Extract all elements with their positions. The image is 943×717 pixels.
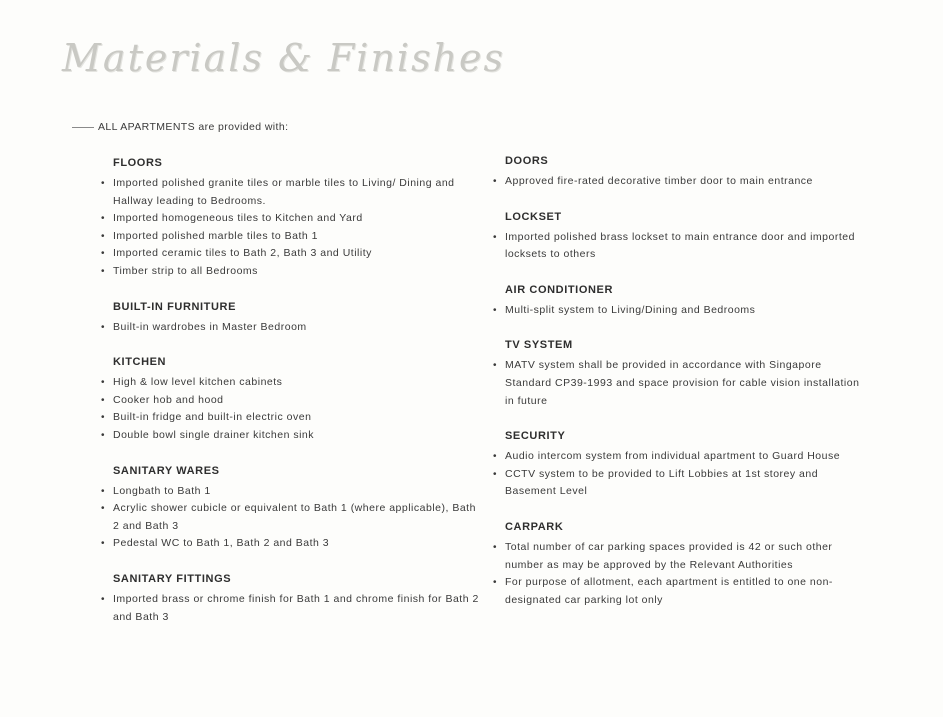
list-item (492, 574, 862, 609)
bullet-icon: • (493, 304, 498, 316)
list-item (100, 409, 480, 427)
list-item-text: Imported brass or chrome finish for Bath 1 and chrome finish for Bath 2 and Bath 3 (113, 592, 479, 623)
bullet-icon: • (101, 178, 106, 189)
section-heading: TV SYSTEM (505, 339, 573, 352)
list-item-text: Longbath to Bath 1 (113, 484, 211, 497)
bullet-icon: • (101, 248, 106, 260)
list-item (100, 319, 480, 337)
bullet-icon: • (493, 451, 498, 463)
list-item-text: Imported ceramic tiles to Bath 2, Bath 3 and Utility (113, 247, 372, 260)
section-heading: SECURITY (505, 430, 566, 443)
bullet-icon: • (493, 176, 498, 187)
section-security (492, 428, 862, 501)
list-item (492, 357, 862, 410)
list-item (100, 228, 480, 246)
list-item-text: For purpose of allotment, each apartment is entitled to one non-designated car parking lot only (505, 576, 833, 606)
list-item (100, 175, 480, 210)
list-item-text: Audio intercom system from individual apartment to Guard House (505, 450, 841, 463)
list-item (492, 539, 862, 574)
section-carpark (492, 519, 862, 609)
list-item (492, 229, 862, 264)
list-item-text: Built-in fridge and built-in electric oven (113, 411, 312, 424)
section-heading: LOCKSET (505, 210, 562, 223)
list-item-text: CCTV system to be provided to Lift Lobbies at 1st storey and Basement Level (505, 467, 819, 498)
bullet-icon: • (101, 485, 106, 497)
section-heading: SANITARY WARES (113, 464, 220, 477)
bullet-icon: • (101, 593, 106, 605)
item-list (492, 173, 862, 191)
bullet-icon: • (493, 541, 498, 553)
list-item-text: Cooker hob and hood (113, 393, 224, 406)
list-item-text: Acrylic shower cubicle or equivalent to Bath 1 (where applicable), Bath 2 and Bath 3 (113, 502, 476, 532)
list-item (492, 448, 862, 466)
list-item (100, 500, 480, 535)
page-title: Materials & Finishes (62, 36, 506, 80)
item-list (492, 302, 862, 320)
list-item (100, 535, 480, 553)
intro-line (72, 121, 288, 133)
section-heading: CARPARK (505, 520, 564, 533)
list-item (492, 466, 862, 501)
list-item-text: Built-in wardrobes in Master Bedroom (113, 320, 307, 333)
bullet-icon: • (101, 538, 106, 550)
list-item (100, 210, 480, 228)
list-item (100, 591, 480, 626)
section-heading: FLOORS (113, 157, 163, 169)
list-item (100, 245, 480, 263)
bullet-icon: • (493, 360, 498, 372)
list-item-text: Approved fire-rated decorative timber door to main entrance (505, 175, 813, 187)
list-item (492, 173, 862, 191)
bullet-icon: • (101, 321, 106, 333)
section-doors (492, 153, 862, 191)
bullet-icon: • (493, 577, 498, 589)
list-item-text: High & low level kitchen cabinets (113, 376, 283, 389)
list-item-text: Timber strip to all Bedrooms (113, 264, 258, 277)
bullet-icon: • (101, 429, 106, 441)
section-heading: AIR CONDITIONER (505, 283, 613, 296)
section-built-in-furniture (100, 299, 480, 337)
left-column (100, 155, 480, 644)
list-item-text: Total number of car parking spaces provided is 42 or such other number as may be approved by the Relevant Authorities (505, 540, 833, 571)
bullet-icon: • (493, 468, 498, 480)
item-list (100, 319, 480, 337)
section-lockset (492, 209, 862, 264)
list-item-text: Double bowl single drainer kitchen sink (113, 428, 315, 441)
item-list (100, 175, 480, 281)
bullet-icon: • (493, 231, 498, 243)
list-item (100, 427, 480, 445)
section-sanitary-fittings (100, 571, 480, 626)
intro-dash (72, 127, 94, 128)
section-tv-system (492, 337, 862, 410)
list-item-text: Imported homogeneous tiles to Kitchen and Yard (113, 212, 363, 225)
list-item-text: Imported polished granite tiles or marble tiles to Living/ Dining and Hallway leading to Bedrooms. (113, 177, 455, 207)
bullet-icon: • (101, 412, 106, 424)
section-floors (100, 155, 480, 281)
list-item-text: Pedestal WC to Bath 1, Bath 2 and Bath 3 (113, 537, 330, 550)
list-item-text: MATV system shall be provided in accordance with Singapore Standard CP39-1993 and space provision for cable vision installation in future (505, 359, 860, 407)
item-list (492, 229, 862, 264)
bullet-icon: • (101, 265, 106, 277)
list-item-text: Imported polished brass lockset to main entrance door and imported locksets to others (505, 230, 855, 261)
list-item-text: Imported polished marble tiles to Bath 1 (113, 229, 319, 242)
section-air-conditioner (492, 282, 862, 320)
list-item (100, 483, 480, 501)
section-sanitary-wares (100, 463, 480, 553)
bullet-icon: • (101, 213, 106, 225)
item-list (492, 539, 862, 609)
item-list (100, 591, 480, 626)
section-heading: BUILT-IN FURNITURE (113, 300, 237, 313)
item-list (492, 448, 862, 501)
list-item (100, 392, 480, 410)
list-item-text: Multi-split system to Living/Dining and Bedrooms (505, 303, 756, 316)
section-heading: DOORS (505, 155, 549, 167)
right-column (492, 153, 862, 627)
bullet-icon: • (101, 394, 106, 406)
section-heading: KITCHEN (113, 356, 167, 369)
section-kitchen (100, 354, 480, 444)
list-item (492, 302, 862, 320)
bullet-icon: • (101, 503, 106, 515)
item-list (100, 374, 480, 444)
item-list (492, 357, 862, 410)
intro-text: ALL APARTMENTS are provided with: (98, 121, 289, 133)
list-item (100, 374, 480, 392)
bullet-icon: • (101, 230, 106, 242)
bullet-icon: • (101, 377, 106, 389)
section-heading: SANITARY FITTINGS (113, 572, 232, 585)
item-list (100, 483, 480, 553)
list-item (100, 263, 480, 281)
